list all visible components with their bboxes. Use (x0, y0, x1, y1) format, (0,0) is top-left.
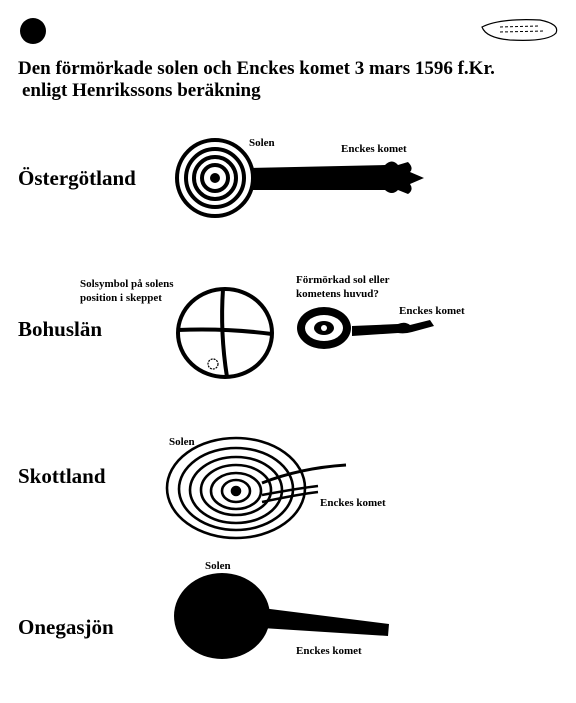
label-solsymbol-line1: Solsymbol på solens (80, 278, 174, 290)
label-solen-ostergotland: Solen (249, 137, 275, 149)
label-enckes-komet-skottland: Enckes komet (320, 497, 386, 509)
title-line-1: Den förmörkade solen och Enckes komet 3 mars 1596 f.Kr. (18, 58, 495, 79)
region-label-skottland: Skottland (18, 464, 106, 488)
skottland-carving (167, 438, 346, 538)
label-formorkad-line2: kometens huvud? (296, 288, 379, 300)
region-label-onegasjon: Onegasjön (18, 615, 114, 639)
black-sun-mark (20, 18, 46, 44)
label-solen-skottland: Solen (169, 436, 195, 448)
scan-stamp (482, 20, 557, 41)
region-label-bohuslan: Bohuslän (18, 317, 103, 341)
bohuslan-wheel-cross (178, 289, 272, 377)
label-solen-onegasjon: Solen (205, 560, 231, 572)
page-title (18, 58, 568, 102)
label-enckes-komet-bohuslan: Enckes komet (399, 305, 465, 317)
label-solsymbol-line2: position i skeppet (80, 292, 162, 304)
label-enckes-komet-onegasjon: Enckes komet (296, 645, 362, 657)
title-line-2: enligt Henrikssons beräkning (22, 80, 261, 101)
region-label-ostergotland: Östergötland (18, 166, 136, 190)
label-formorkad-line1: Förmörkad sol eller (296, 274, 390, 286)
label-enckes-komet-ostergotland: Enckes komet (341, 143, 407, 155)
